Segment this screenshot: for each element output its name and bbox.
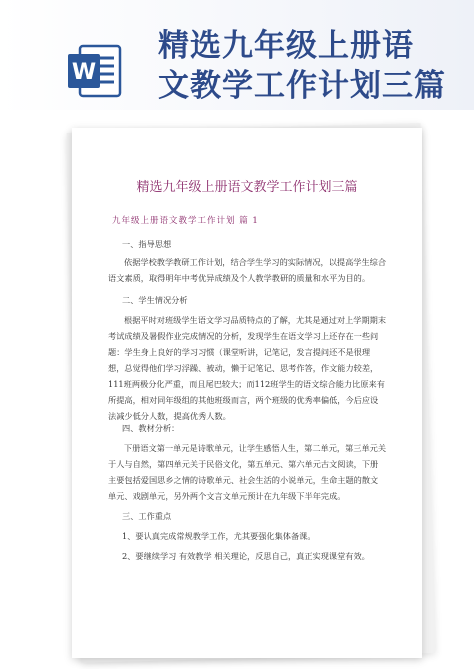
point-1: 1、要认真完成常规教学工作，尤其要强化集体备课。 [122,531,316,541]
banner-title-line-1: 精选九年级上册语 [158,28,414,64]
banner-title-line-2: 文教学工作计划三篇 [158,68,446,104]
section-body-2: 根据平时对班级学生语文学习品质特点的了解，尤其是通过对上学期期末考试成绩及暑假作业完成情况的分析，发现学生在语文学习上还存在一些问题：学生身上良好的学习习惯（课堂听讲，记笔记，发言提问还不是很理想，总觉得他们学习浮躁、被动，懒于记笔记、思考作答，作文能力较差，111班两极分化严重，而且尾巴较大；而112班学生的语文综合能力比原来有所提高，相对同年级组的其他班级而言，两个班级的优秀率偏低，今后应设法减少低分人数，提高优秀人数。 [108,315,387,421]
point-2: 2、要继续学习 有效教学 相关理论，反思自己，真正实现课堂有效。 [122,551,370,561]
section-body-1: 依据学校教学教研工作计划，结合学生学习的实际情况，以提高学生综合语文素质，取得明年中考优异成绩及个人教学教研的质量和水平为目的。 [108,257,387,283]
document-title: 精选九年级上册语文教学工作计划三篇 [136,180,358,195]
section-heading-2: 二、学生情况分析 [122,295,188,305]
word-document-icon [66,42,124,100]
banner-title [158,26,458,106]
document-subtitle: 九年级上册语文教学工作计划 篇 1 [112,216,259,226]
document-page [72,128,422,658]
banner [0,0,474,110]
section-body-3: 下册语文第一单元是诗歌单元，让学生感悟人生，第二单元，第三单元关于人与自然，第四单元关于民俗文化，第五单元、第六单元古文阅读，下册主要包括爱国思乡之情的诗歌单元、社会生活的小说单元，生命主题的散文单元、戏剧单元，另外两个文言文单元预计在九年级下半年完成。 [108,443,387,501]
section-heading-3: 四、教材分析： [122,423,180,433]
section-heading-4: 三、工作重点 [122,511,172,521]
section-heading-1: 一、指导思想 [122,239,172,249]
logo-letter: W [71,60,97,85]
